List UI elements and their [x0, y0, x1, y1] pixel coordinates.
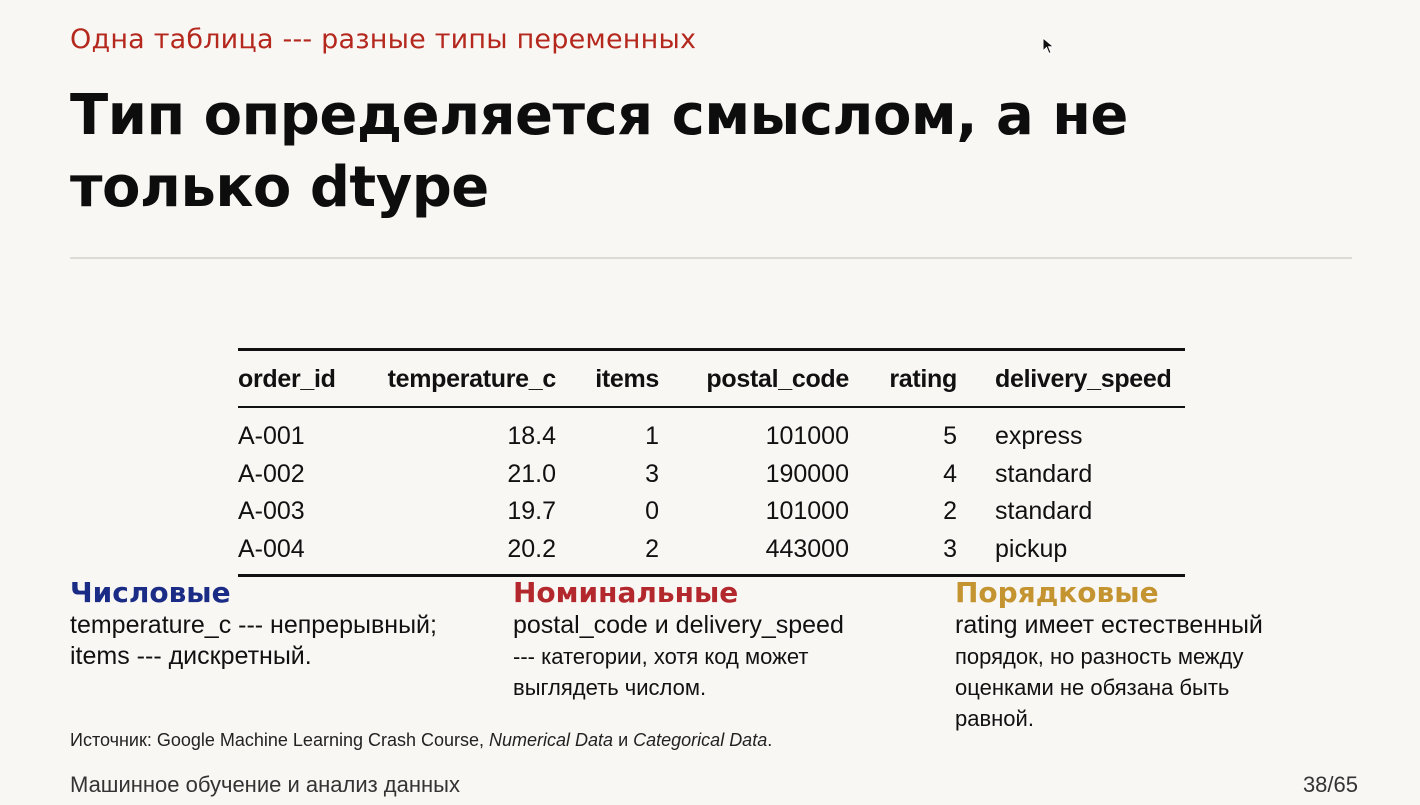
cell-order-id: A-004: [238, 534, 305, 563]
cell-rating: 4: [943, 459, 957, 488]
header-order-id: order_id: [238, 350, 376, 408]
cell-items: 2: [645, 534, 659, 563]
nominal-line-3: выглядеть числом.: [513, 675, 707, 700]
cell-postal-code: 101000: [765, 497, 849, 526]
ordinal-types-title: Порядковые: [955, 576, 1159, 609]
cell-items: 3: [645, 459, 659, 488]
ordinal-line-1: rating имеет естественный: [955, 611, 1263, 639]
ordinal-line-2: порядок, но разность между: [955, 644, 1244, 669]
cell-delivery-speed: standard: [995, 497, 1093, 526]
cell-order-id: A-003: [238, 497, 305, 526]
cell-postal-code: 101000: [765, 422, 849, 451]
ordinal-line-4: равной.: [955, 706, 1034, 731]
footer-course-name: Машинное обучение и анализ данных: [70, 772, 460, 797]
numeric-line-1: temperature_c --- непрерывный;: [70, 611, 437, 639]
cell-delivery-speed: pickup: [995, 534, 1068, 563]
header-temperature-c: temperature_c: [376, 350, 556, 408]
header-delivery-speed: delivery_speed: [957, 350, 1185, 408]
ordinal-types-text: [955, 610, 1335, 734]
cell-postal-code: 443000: [765, 534, 849, 563]
source-citation: [70, 730, 772, 751]
ordinal-line-3: оценками не обязана быть: [955, 675, 1230, 700]
table-header-row: [238, 350, 1185, 408]
nominal-types-block: [513, 578, 933, 703]
mouse-pointer-icon: [1042, 37, 1056, 55]
cell-temperature-c: 18.4: [507, 422, 556, 451]
cell-rating: 2: [943, 497, 957, 526]
cell-temperature-c: 20.2: [507, 534, 556, 563]
source-prefix: Источник: Google Machine Learning Crash Course,: [70, 730, 490, 750]
footer-page-number: 38/65: [1302, 772, 1358, 797]
numeric-line-2: items --- дискретный.: [70, 642, 312, 670]
slide-subtitle: Одна таблица --- разные типы переменных: [70, 24, 697, 55]
header-postal-code: postal_code: [659, 350, 849, 408]
title-divider: [70, 257, 1352, 259]
cell-items: 1: [645, 422, 659, 451]
numeric-types-title: Числовые: [70, 576, 231, 609]
nominal-types-title: Номинальные: [513, 576, 739, 609]
nominal-line-2: --- категории, хотя код может: [513, 644, 809, 669]
nominal-line-1: postal_code и delivery_speed: [513, 611, 844, 639]
numeric-types-text: [70, 610, 490, 672]
source-conj: и: [613, 730, 634, 750]
slide-title: Тип определяется смыслом, а не только dtype: [70, 83, 1128, 220]
cell-items: 0: [645, 497, 659, 526]
cell-delivery-speed: standard: [995, 459, 1093, 488]
cell-rating: 3: [943, 534, 957, 563]
source-ref-categorical: Categorical Data: [633, 730, 768, 750]
table-row: [238, 456, 1185, 494]
source-ref-numerical: Numerical Data: [489, 730, 614, 750]
cell-order-id: A-002: [238, 459, 305, 488]
nominal-types-text: [513, 610, 933, 703]
orders-table: [238, 348, 1185, 577]
cell-rating: 5: [943, 422, 957, 451]
cell-temperature-c: 19.7: [507, 497, 556, 526]
table-row: [238, 493, 1185, 531]
numeric-types-block: [70, 578, 490, 672]
cell-order-id: A-001: [238, 422, 305, 451]
table-row: [238, 531, 1185, 576]
header-rating: rating: [849, 350, 957, 408]
cell-temperature-c: 21.0: [507, 459, 556, 488]
source-suffix: .: [767, 730, 773, 750]
header-items: items: [556, 350, 659, 408]
ordinal-types-block: [955, 578, 1335, 734]
cell-postal-code: 190000: [765, 459, 849, 488]
table-row: [238, 407, 1185, 456]
cell-delivery-speed: express: [995, 422, 1083, 451]
